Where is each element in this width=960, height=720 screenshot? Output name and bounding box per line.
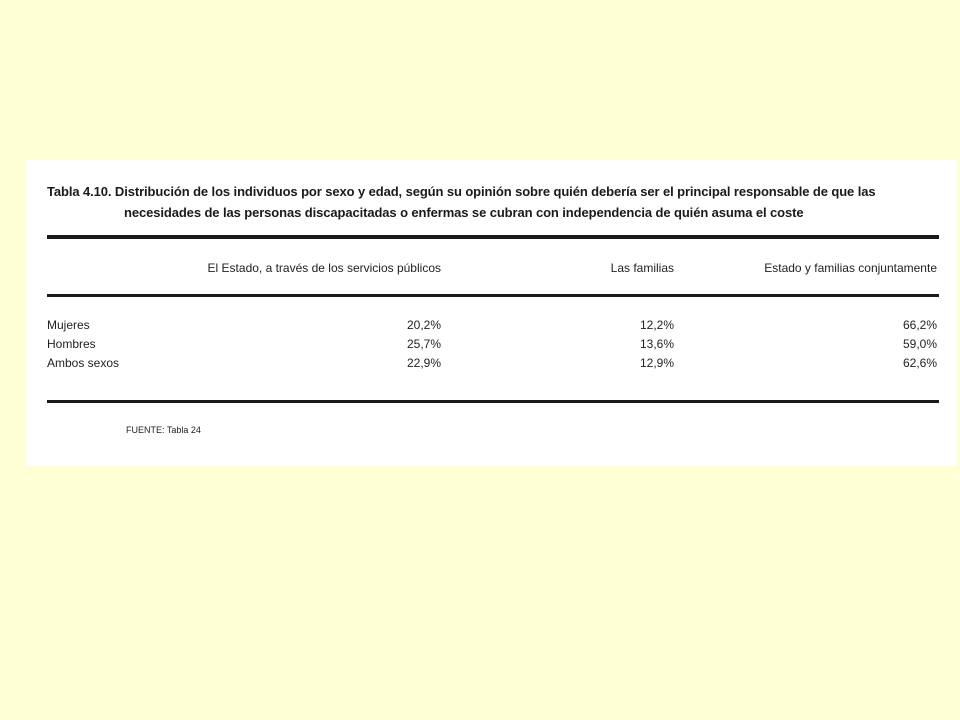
cell-mujeres-conjuntamente: 66,2% <box>902 318 937 332</box>
column-header-estado: El Estado, a través de los servicios públicos <box>207 261 441 275</box>
cell-hombres-familias: 13,6% <box>639 337 674 351</box>
table-panel <box>26 160 957 466</box>
column-header-conjuntamente: Estado y familias conjuntamente <box>764 261 937 275</box>
cell-ambos-familias: 12,9% <box>639 356 674 370</box>
cell-ambos-estado: 22,9% <box>406 356 441 370</box>
row-label-hombres: Hombres <box>47 337 96 351</box>
cell-mujeres-familias: 12,2% <box>639 318 674 332</box>
cell-hombres-estado: 25,7% <box>406 337 441 351</box>
table-caption-line-2: necesidades de las personas discapacitadas o enfermas se cubran con independencia de quién asuma el coste <box>124 205 804 220</box>
cell-hombres-conjuntamente: 59,0% <box>902 337 937 351</box>
top-rule <box>47 235 939 239</box>
cell-ambos-conjuntamente: 62,6% <box>902 356 937 370</box>
cell-mujeres-estado: 20,2% <box>406 318 441 332</box>
source-note: FUENTE: Tabla 24 <box>126 425 201 435</box>
header-rule <box>47 294 939 297</box>
table-caption-line-1: Tabla 4.10. Distribución de los individuos por sexo y edad, según su opinión sobre quién debería ser el principal responsable de que las <box>47 184 876 199</box>
column-header-familias: Las familias <box>610 261 674 275</box>
row-label-mujeres: Mujeres <box>47 318 90 332</box>
row-label-ambos-sexos: Ambos sexos <box>47 356 120 370</box>
table-caption <box>47 181 947 223</box>
bottom-rule <box>47 400 939 403</box>
